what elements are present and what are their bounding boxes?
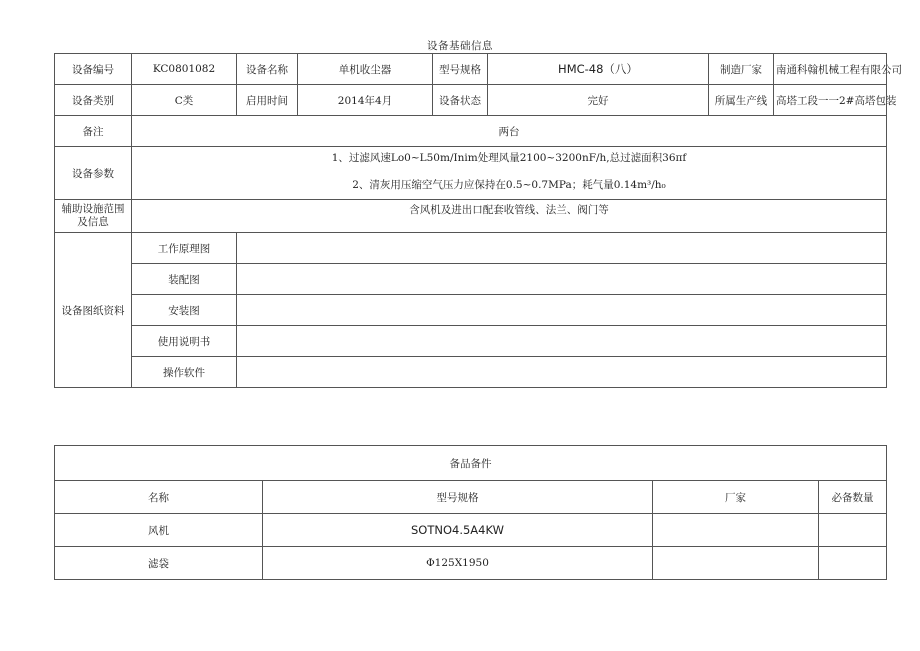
drawing-item-manual: 使用说明书	[132, 326, 237, 357]
status-value: 完好	[488, 85, 709, 116]
column-header-quantity: 必备数量	[819, 481, 887, 514]
page-title: 设备基础信息	[427, 40, 493, 52]
table-row	[55, 85, 887, 116]
equipment-name-label: 设备名称	[237, 54, 298, 85]
table-row	[55, 264, 887, 295]
table-row	[55, 116, 887, 147]
drawing-value	[237, 295, 887, 326]
remark-label: 备注	[55, 116, 132, 147]
column-header-manufacturer: 厂家	[653, 481, 819, 514]
model-label: 型号规格	[433, 54, 488, 85]
start-date-value: 2014年4月	[298, 85, 433, 116]
column-header-name: 名称	[55, 481, 263, 514]
production-line-value: 高塔工段一一2#高塔包装	[774, 85, 887, 116]
category-label: 设备类别	[55, 85, 132, 116]
table-row	[55, 233, 887, 264]
spare-name: 风机	[55, 514, 263, 547]
equipment-id-value: KC0801082	[132, 54, 237, 85]
model-value: HMC-48（八）	[488, 54, 709, 85]
equipment-info-table	[54, 53, 902, 388]
aux-label: 辅助设施范围及信息	[55, 200, 132, 233]
table-row	[55, 147, 887, 200]
table-row	[55, 446, 887, 481]
production-line-label: 所属生产线	[709, 85, 774, 116]
params-line-1: 1、过滤风速Lo0~L50m/Inim处理风量2100~3200nF/h,总过滤面积36πf	[331, 151, 687, 164]
table-row	[55, 547, 887, 580]
category-value: C类	[132, 85, 237, 116]
manufacturer-label: 制造厂家	[709, 54, 774, 85]
status-label: 设备状态	[433, 85, 488, 116]
table-row	[55, 295, 887, 326]
drawing-item-principle: 工作原理图	[132, 233, 237, 264]
spare-name: 滤袋	[55, 547, 263, 580]
manufacturer-value: 南通科翰机械工程有限公司	[774, 54, 887, 85]
remark-value: 两台	[132, 116, 887, 147]
spare-quantity	[819, 547, 887, 580]
drawing-value	[237, 357, 887, 388]
spare-quantity	[819, 514, 887, 547]
table-row	[55, 200, 887, 233]
drawing-value	[237, 233, 887, 264]
table-row	[55, 357, 887, 388]
drawings-label: 设备图纸资料	[55, 233, 132, 388]
equipment-name-value: 单机收尘器	[298, 54, 433, 85]
column-header-model: 型号规格	[263, 481, 653, 514]
table-row	[55, 54, 887, 85]
params-label: 设备参数	[55, 147, 132, 200]
table-header-row	[55, 481, 887, 514]
spare-parts-title: 备品备件	[55, 446, 887, 481]
drawing-item-installation: 安装图	[132, 295, 237, 326]
table-row	[55, 514, 887, 547]
drawing-value	[237, 326, 887, 357]
drawing-item-assembly: 装配图	[132, 264, 237, 295]
drawing-item-software: 操作软件	[132, 357, 237, 388]
params-line-2: 2、清灰用压缩空气压力应保持在0.5~0.7MPa；耗气量0.14m³/h₀	[352, 178, 666, 191]
spare-model: SOTNO4.5A4KW	[263, 514, 653, 547]
aux-value: 含风机及进出口配套收管线、法兰、阀门等	[132, 200, 887, 233]
params-value	[132, 147, 887, 200]
spare-model: Φ125X1950	[263, 547, 653, 580]
start-date-label: 启用时间	[237, 85, 298, 116]
table-row	[55, 326, 887, 357]
spare-parts-table	[54, 445, 887, 580]
spare-manufacturer	[653, 514, 819, 547]
drawing-value	[237, 264, 887, 295]
equipment-id-label: 设备编号	[55, 54, 132, 85]
spare-manufacturer	[653, 547, 819, 580]
